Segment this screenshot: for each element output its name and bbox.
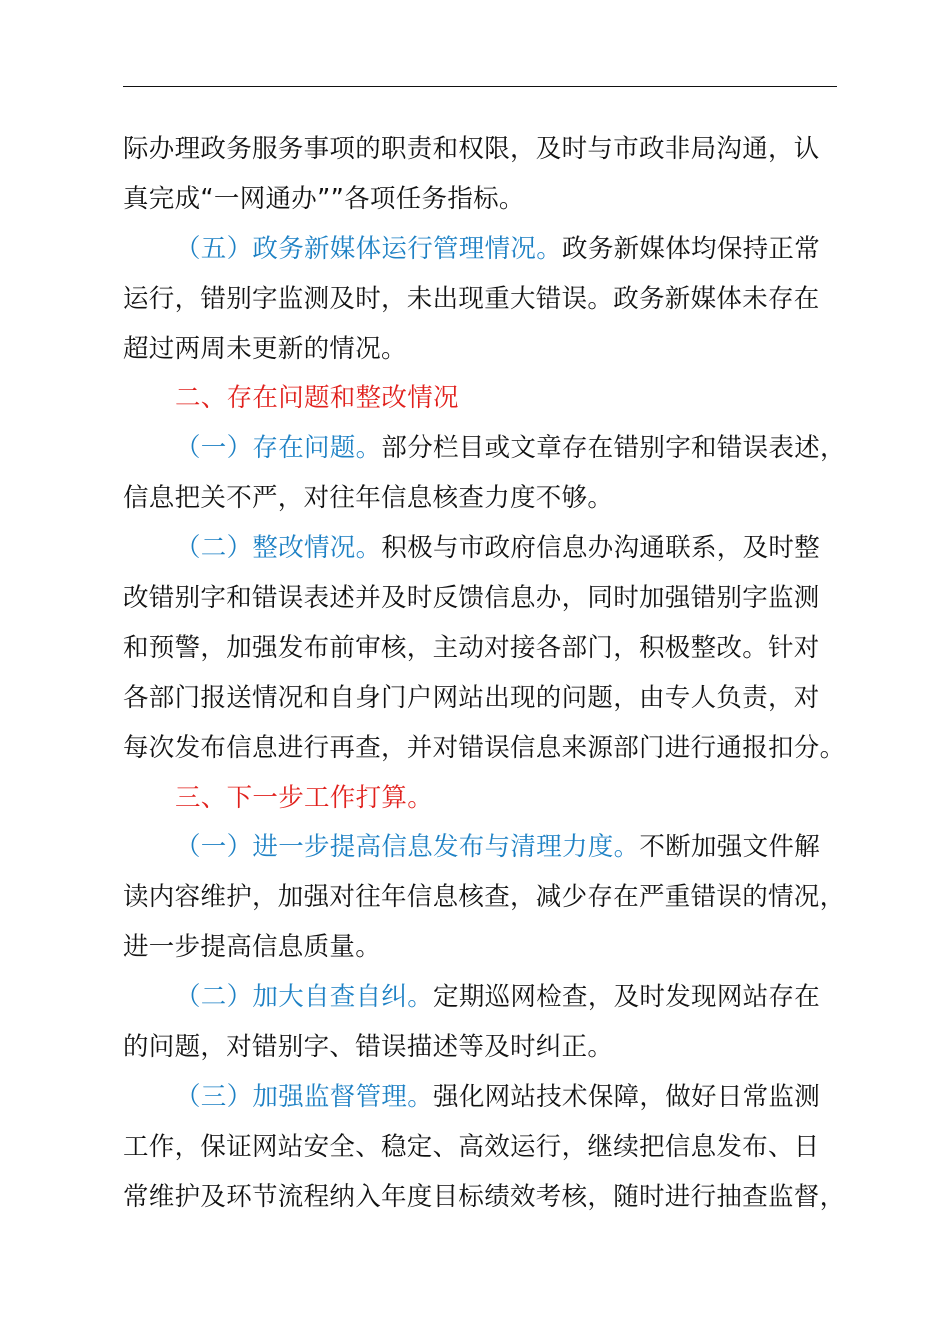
section-heading-2: 二、存在问题和整改情况 (175, 383, 459, 414)
section-heading-3: 三、下一步工作打算。 (175, 782, 434, 813)
body-line: 读内容维护，加强对往年信息核查，减少存在严重错误的情况， (123, 882, 846, 913)
subheading-problems: （一）存在问题。 (175, 433, 382, 464)
body-line: 工作，保证网站安全、稳定、高效运行，继续把信息发布、日 (123, 1131, 820, 1162)
subheading-rectification: （二）整改情况。 (175, 533, 382, 564)
subheading-5-media: （五）政务新媒体运行管理情况。 (175, 233, 563, 264)
body-line: 运行，错别字监测及时，未出现重大错误。政务新媒体未存在 (123, 283, 820, 314)
body-line: 真完成“一网通办””各项任务指标。 (123, 183, 525, 214)
subheading-supervision: （三）加强监督管理。 (175, 1081, 434, 1112)
subheading-line: （二）加大自查自纠。定期巡网检查，及时发现网站存在 (175, 982, 821, 1013)
subheading-line: （五）政务新媒体运行管理情况。政务新媒体均保持正常 (175, 233, 821, 264)
subheading-self-check: （二）加大自查自纠。 (175, 982, 434, 1013)
subheading-line: （一）进一步提高信息发布与清理力度。不断加强文件解 (175, 832, 821, 863)
header-rule (123, 86, 837, 87)
body-line: 每次发布信息进行再查，并对错误信息来源部门进行通报扣分。 (123, 732, 846, 763)
body-line: 超过两周未更新的情况。 (123, 333, 407, 364)
subheading-line: （三）加强监督管理。强化网站技术保障，做好日常监测 (175, 1081, 821, 1112)
body-line: 的问题，对错别字、错误描述等及时纠正。 (123, 1032, 614, 1063)
body-line: 常维护及环节流程纳入年度目标绩效考核，随时进行抽查监督， (123, 1181, 846, 1212)
body-line: 信息把关不严，对往年信息核查力度不够。 (123, 483, 614, 514)
subheading-line: （一）存在问题。部分栏目或文章存在错别字和错误表述， (175, 433, 846, 464)
body-line: 和预警，加强发布前审核，主动对接各部门，积极整改。针对 (123, 632, 820, 663)
subheading-info-release: （一）进一步提高信息发布与清理力度。 (175, 832, 640, 863)
body-line: 进一步提高信息质量。 (123, 932, 382, 963)
subheading-line: （二）整改情况。积极与市政府信息办沟通联系，及时整 (175, 533, 821, 564)
body-line: 改错别字和错误表述并及时反馈信息办，同时加强错别字监测 (123, 583, 820, 614)
document-body (123, 125, 846, 1223)
body-line: 际办理政务服务事项的职责和权限，及时与市政非局沟通，认 (123, 134, 820, 164)
body-line: 各部门报送情况和自身门户网站出现的问题，由专人负责，对 (123, 682, 820, 713)
